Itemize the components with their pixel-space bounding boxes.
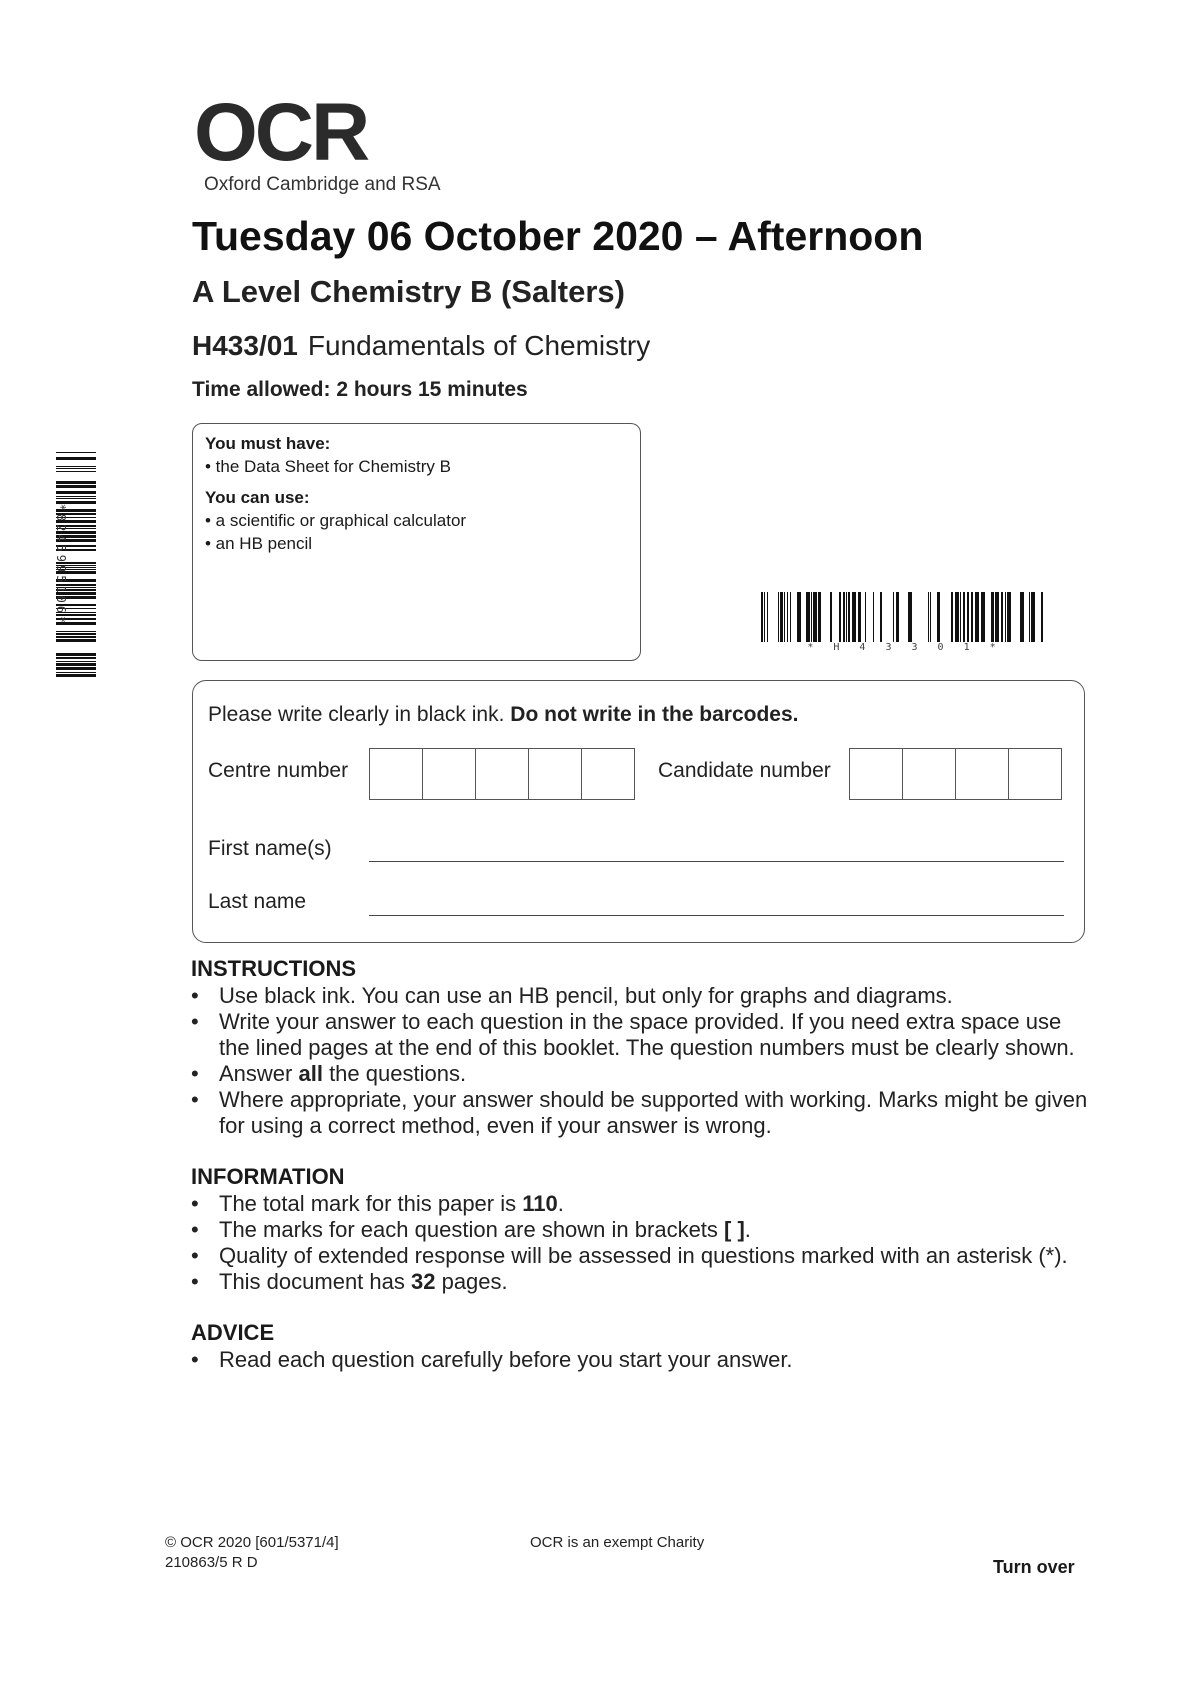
footer-charity: OCR is an exempt Charity (530, 1534, 705, 1551)
information-heading: INFORMATION (191, 1164, 345, 1189)
advice-heading: ADVICE (191, 1320, 275, 1345)
qualification-title: A Level Chemistry B (Salters) (192, 274, 626, 309)
right-barcode-icon (761, 592, 1049, 642)
write-instruction-bold: Do not write in the barcodes. (510, 703, 799, 726)
candidate-number-label: Candidate number (658, 759, 831, 782)
information-text: The marks for each question are shown in brackets [ ]. (219, 1217, 751, 1242)
centre-number-digit-box[interactable] (475, 748, 529, 800)
instructions-heading: INSTRUCTIONS (191, 956, 356, 981)
first-name-line[interactable] (369, 861, 1064, 862)
footer-reference: 210863/5 R D (165, 1554, 258, 1571)
centre-number-digit-box[interactable] (581, 748, 635, 800)
paper-code: H433/01 (192, 330, 298, 361)
exam-date: Tuesday 06 October 2020 – Afternoon (192, 213, 924, 259)
bullet: • (191, 1217, 199, 1242)
bullet: • (191, 983, 199, 1008)
bullet: • (191, 1009, 199, 1034)
must-have-heading: You must have: (205, 434, 331, 453)
paper-title: Fundamentals of Chemistry (307, 330, 651, 361)
write-instruction-plain: Please write clearly in black ink. (208, 703, 505, 726)
bullet: • (191, 1269, 199, 1294)
must-have-item: • the Data Sheet for Chemistry B (205, 457, 451, 476)
candidate-number-boxes (849, 748, 1061, 800)
centre-number-boxes (369, 748, 634, 800)
left-barcode-icon (44, 452, 96, 680)
left-barcode-text: *8245995106* (54, 503, 68, 627)
instruction-text: Use black ink. You can use an HB pencil, but only for graphs and diagrams. (219, 983, 953, 1008)
equipment-box (192, 423, 641, 661)
centre-number-digit-box[interactable] (369, 748, 423, 800)
candidate-number-digit-box[interactable] (902, 748, 956, 800)
candidate-number-digit-box[interactable] (849, 748, 903, 800)
right-barcode (761, 592, 1049, 654)
write-instruction (208, 703, 799, 727)
can-use-item: • a scientific or graphical calculator (205, 511, 467, 530)
centre-number-label: Centre number (208, 759, 349, 782)
right-barcode-text: * H 4 3 3 0 1 * (807, 642, 1003, 653)
ocr-logo-subtitle: Oxford Cambridge and RSA (204, 174, 441, 195)
candidate-number-digit-box[interactable] (1008, 748, 1062, 800)
information-text: Quality of extended response will be assessed in questions marked with an asterisk (*). (219, 1243, 1068, 1268)
paper-line (192, 330, 650, 362)
centre-number-digit-box[interactable] (528, 748, 582, 800)
instruction-text: Answer all the questions. (219, 1061, 467, 1086)
information-text: The total mark for this paper is 110. (219, 1191, 564, 1216)
bullet: • (191, 1061, 199, 1086)
candidate-number-digit-box[interactable] (955, 748, 1009, 800)
time-allowed: Time allowed: 2 hours 15 minutes (192, 378, 528, 401)
bullet: • (191, 1191, 199, 1216)
bullet: • (191, 1347, 199, 1372)
last-name-label: Last name (208, 890, 307, 913)
advice-text: Read each question carefully before you start your answer. (219, 1347, 793, 1372)
candidate-details-box (192, 680, 1085, 943)
instruction-text: Write your answer to each question in the space provided. If you need extra space use the lined pages at the end of this booklet. The question numbers must be clearly shown. (219, 1009, 1075, 1060)
centre-number-digit-box[interactable] (422, 748, 476, 800)
information-text: This document has 32 pages. (219, 1269, 508, 1294)
bullet: • (191, 1243, 199, 1268)
turn-over-label: Turn over (993, 1557, 1075, 1577)
instruction-text: Where appropriate, your answer should be supported with working. Marks might be given for using a correct method, even if your answer is wrong. (219, 1087, 1088, 1138)
last-name-line[interactable] (369, 915, 1064, 916)
left-barcode (44, 452, 96, 680)
ocr-logo: OCR (194, 87, 368, 178)
bullet: • (191, 1087, 199, 1112)
first-name-label: First name(s) (208, 837, 332, 860)
can-use-heading: You can use: (205, 488, 310, 507)
can-use-item: • an HB pencil (205, 534, 313, 553)
footer-copyright: © OCR 2020 [601/5371/4] (165, 1534, 339, 1551)
